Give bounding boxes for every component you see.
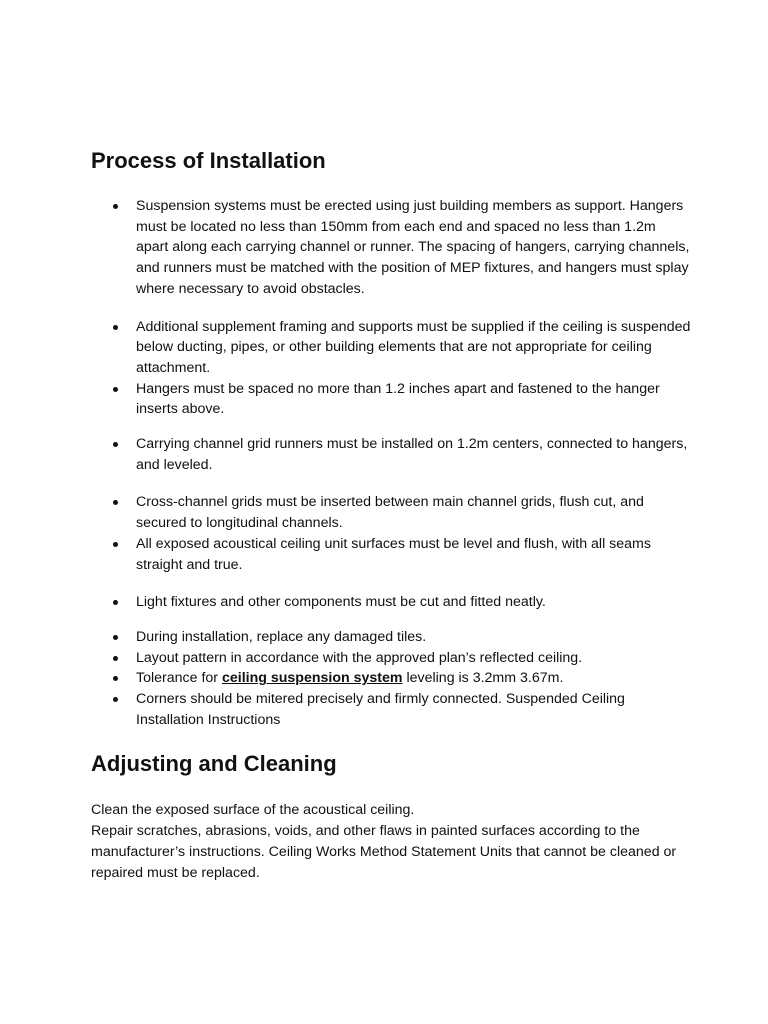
list-item-text: During installation, replace any damaged tiles. [136, 628, 427, 645]
list-item-text: Cross-channel grids must be inserted between main channel grids, flush cut, and secured to longitudinal channels. [136, 494, 644, 532]
list-item [91, 627, 691, 648]
heading-adjusting-and-cleaning: Adjusting and Cleaning [91, 751, 337, 777]
bullet-icon [113, 635, 118, 640]
list-item-text: Corners should be mitered precisely and firmly connected. Suspended Ceiling Installation Instructions [136, 691, 625, 728]
bullet-icon [113, 542, 118, 547]
bullet-icon [113, 500, 118, 505]
list-item [91, 379, 691, 420]
bullet-icon [113, 325, 118, 330]
list-item-text-after: leveling is 3.2mm 3.67m. [402, 670, 564, 687]
list-item [91, 196, 691, 300]
list-item [91, 317, 691, 379]
list-item-text: Additional supplement framing and supports must be supplied if the ceiling is suspended below ducting, pipes, or other building elements that are not appropriate for ceiling attachment. [136, 318, 691, 376]
installation-bullet-list [91, 196, 691, 730]
list-item-text: All exposed acoustical ceiling unit surfaces must be level and flush, with all seams straight and true. [136, 535, 651, 573]
list-item [91, 434, 691, 475]
bullet-icon [113, 387, 118, 392]
list-item [91, 689, 691, 730]
list-item-text: Hangers must be spaced no more than 1.2 inches apart and fastened to the hanger inserts above. [136, 380, 660, 418]
bullet-icon [113, 600, 118, 605]
list-item-text: Carrying channel grid runners must be installed on 1.2m centers, connected to hangers, and leveled. [136, 436, 688, 473]
paragraph-line: Repair scratches, abrasions, voids, and other flaws in painted surfaces according to the manufacturer’s instructions. Ceiling Works Method Statement Units that cannot be cleaned or repaired must be replaced. [91, 823, 677, 881]
bullet-icon [113, 656, 118, 661]
list-item-text-before: Tolerance for [136, 670, 222, 687]
bullet-icon [113, 442, 118, 447]
bullet-icon [113, 204, 118, 209]
list-item [91, 492, 691, 533]
bullet-icon [113, 697, 118, 702]
bullet-icon [113, 676, 118, 681]
document-content [91, 145, 691, 883]
list-item [91, 592, 691, 613]
list-item [91, 668, 691, 689]
list-item [91, 648, 691, 669]
list-item-text: Layout pattern in accordance with the approved plan’s reflected ceiling. [136, 649, 583, 666]
ceiling-suspension-system-link[interactable]: ceiling suspension system [221, 670, 403, 687]
list-item [91, 534, 691, 575]
list-item-text: Light fixtures and other components must be cut and fitted neatly. [136, 594, 546, 611]
adjusting-paragraph [91, 800, 691, 883]
heading-process-of-installation: Process of Installation [91, 148, 326, 173]
list-item-text: Suspension systems must be erected using just building members as support. Hangers must be located no less than 150mm from each end and spaced no less than 1.2m apart along each carrying channel or runner. The spacing of hangers, carrying channels, and runners must be matched with the position of MEP fixtures, and hangers must splay where necessary to avoid obstacles. [136, 198, 690, 297]
paragraph-line: Clean the exposed surface of the acoustical ceiling. [91, 802, 415, 819]
